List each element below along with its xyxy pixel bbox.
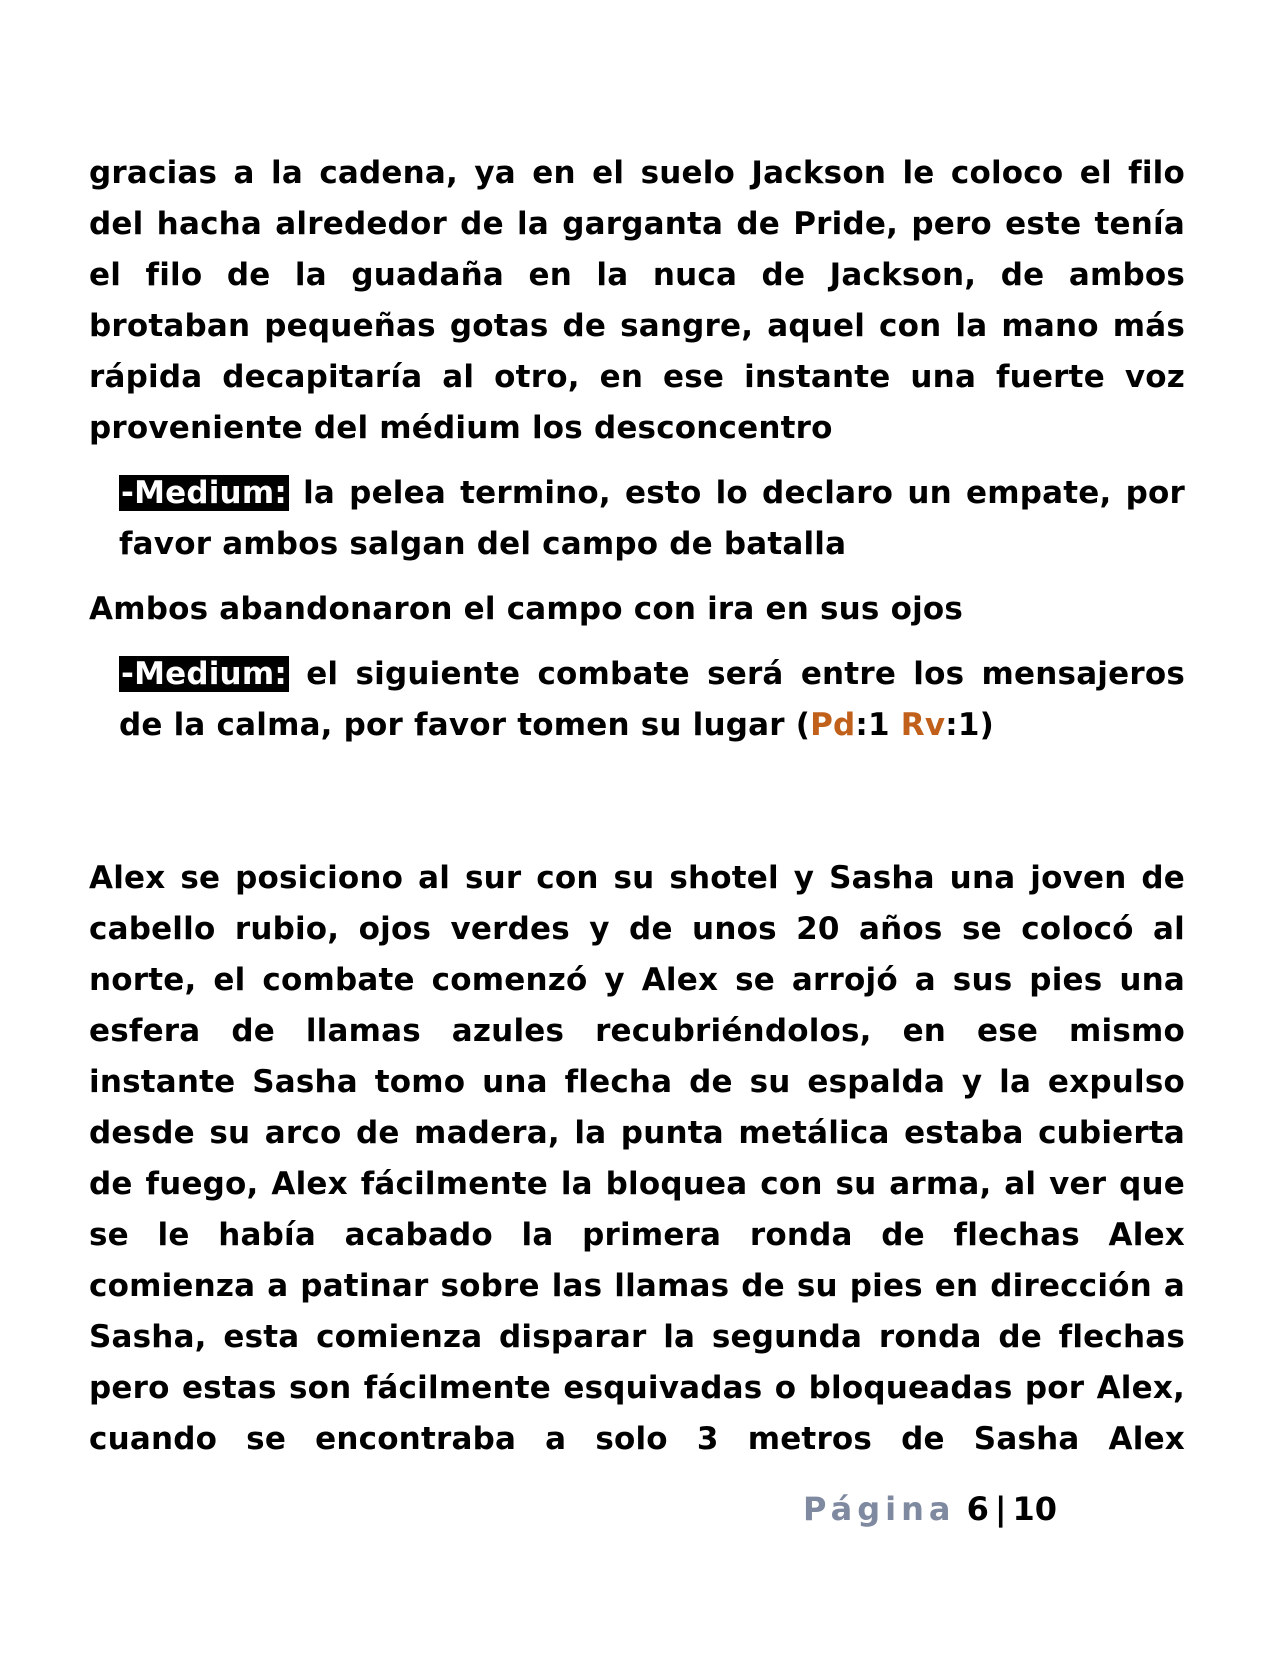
dialogue-1: [89, 468, 1185, 570]
paragraph-3: Alex se posiciono al sur con su shotel y Sasha una joven de cabello rubio, ojos verdes y de unos 20 años se colocó al norte, el combate comenzó y Alex se arrojó a sus pies una esfera de llamas azules recubriéndolos, en ese mismo instante Sasha tomo una flecha de su espalda y la expulso desde su arco de madera, la punta metálica estaba cubierta de fuego, Alex fácilmente la bloquea con su arma, al ver que se le había acabado la primera ronda de flechas Alex comienza a patinar sobre las llamas de su pies en dirección a Sasha, esta comienza disparar la segunda ronda de flechas pero estas son fácilmente esquivadas o bloqueadas por Alex, cuando se encontraba a solo 3 metros de Sasha Alex: [89, 860, 1185, 1457]
page-total: 10: [1012, 1490, 1058, 1528]
paragraph-2: Ambos abandonaron el campo con ira en sus ojos: [89, 591, 964, 627]
stat-value-pd: :1: [855, 707, 901, 743]
stat-value-rv: :1): [945, 707, 994, 743]
paragraph-1: gracias a la cadena, ya en el suelo Jackson le coloco el filo del hacha alrededor de la garganta de Pride, pero este tenía el filo de la guadaña en la nuca de Jackson, de ambos brotaban pequeñas gotas de sangre, aquel con la mano más rápida decapitaría al otro, en ese instante una fuerte voz proveniente del médium los desconcentro: [89, 155, 1185, 446]
dialogue-text: la pelea termino, esto lo declaro un empate, por favor ambos salgan del campo de batalla: [119, 475, 1185, 562]
page-current: 6: [966, 1490, 989, 1528]
dialogue-text: el siguiente combate será entre los mensajeros de la calma, por favor tomen su lugar (: [119, 656, 1185, 743]
page-footer: [803, 1490, 1057, 1528]
page-separator: |: [994, 1490, 1007, 1528]
stat-label-pd: Pd: [810, 707, 856, 743]
page-body: [89, 148, 1185, 1465]
page-label: Página: [803, 1490, 956, 1528]
stat-label-rv: Rv: [900, 707, 946, 743]
speaker-label: -Medium:: [121, 475, 287, 511]
dialogue-2: [89, 649, 1185, 751]
speaker-label: -Medium:: [121, 656, 287, 692]
